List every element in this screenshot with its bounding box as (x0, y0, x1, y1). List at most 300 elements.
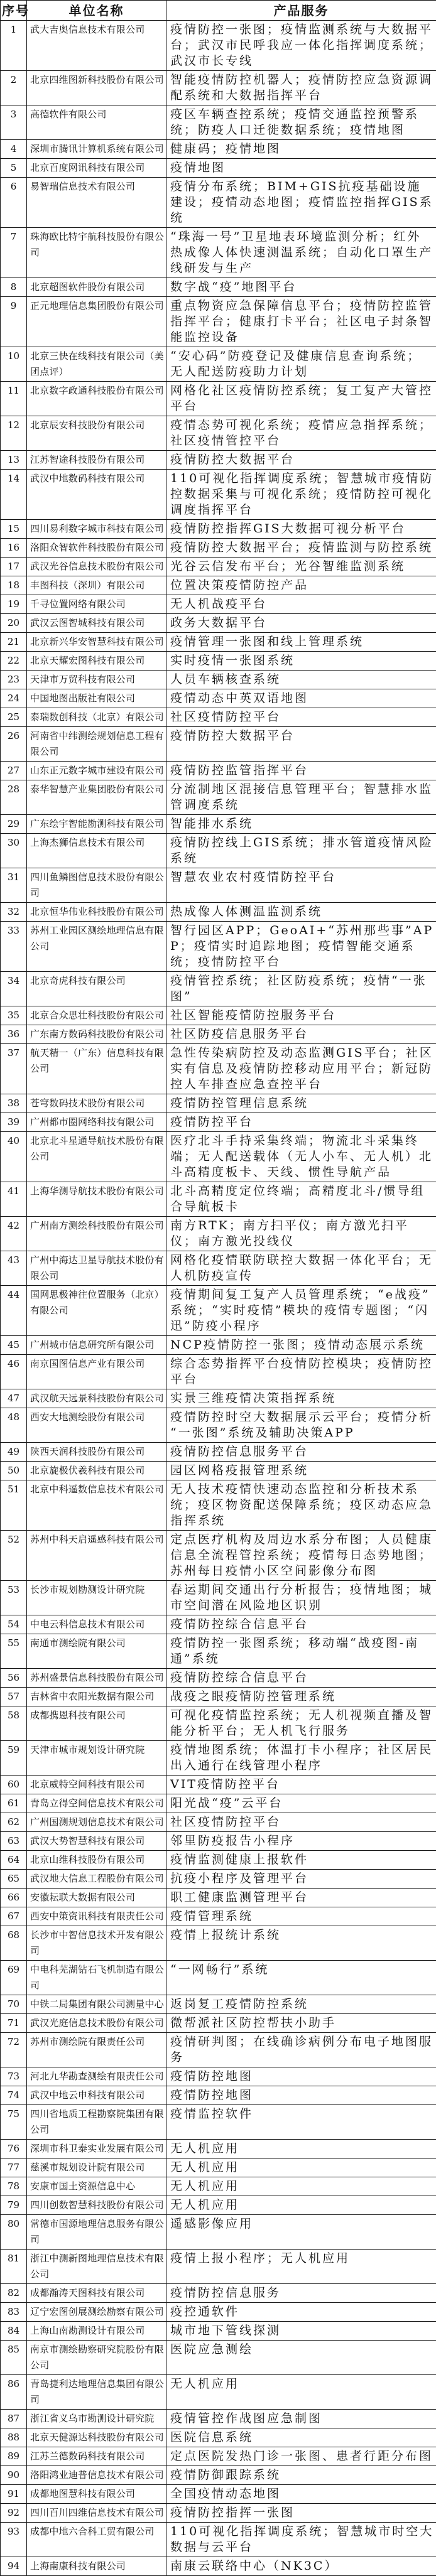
product-services: 疫情动态中英双语地图 (166, 689, 436, 708)
product-services: 疫情监控软件 (166, 2105, 436, 2140)
row-number: 14 (1, 470, 27, 520)
row-number: 27 (1, 762, 27, 780)
row-number: 8 (1, 278, 27, 297)
company-name: 珠海欧比特宇航科技股份有限公司 (27, 228, 166, 278)
table-row (1, 2523, 436, 2557)
row-number: 52 (1, 1531, 27, 1581)
company-name: 武大吉奥信息技术有限公司 (27, 21, 166, 71)
company-name: 上海华测导航技术股份有限公司 (27, 1182, 166, 1217)
table-row (1, 1443, 436, 1462)
company-name: 河南省中纬测绘规划信息工程有限公司 (27, 727, 166, 762)
product-services: 疫控通软件 (166, 2303, 436, 2322)
table-row (1, 652, 436, 671)
company-name: 泰瑞数创科技（北京）有限公司 (27, 708, 166, 727)
product-services: 南康云联络中心（NK3C） (166, 2557, 436, 2576)
company-name: 上海山南勘测设计有限公司 (27, 2322, 166, 2341)
row-number: 6 (1, 178, 27, 228)
company-name: 武汉光庭信息技术股份有限公司 (27, 2014, 166, 2033)
row-number: 69 (1, 1961, 27, 1995)
product-services: 全国疫情动态地图 (166, 2485, 436, 2504)
company-name: 北京数字政通科技股份有限公司 (27, 382, 166, 416)
row-number: 2 (1, 71, 27, 105)
table-row (1, 2410, 436, 2428)
product-services: 健康码；疫情地图 (166, 140, 436, 159)
product-services: 职工健康监测管理平台 (166, 1889, 436, 1907)
product-services: 城市地下管线探测 (166, 2322, 436, 2341)
table-row (1, 633, 436, 652)
table-row (1, 868, 436, 903)
product-services: 定点医院发热门诊一张图、患者行距分布图 (166, 2447, 436, 2466)
row-number: 4 (1, 140, 27, 159)
company-name: 中电云科信息技术有限公司 (27, 1615, 166, 1634)
product-services: 110可视化指挥调度系统；智慧城市时空大数据与云平台 (166, 2523, 436, 2557)
company-name: 北京奇虎科技有限公司 (27, 972, 166, 1006)
product-services: 疫情防控综合信息平台 (166, 1615, 436, 1634)
table-row (1, 1961, 436, 1995)
product-services: 阳光战“疫”云平台 (166, 1794, 436, 1813)
product-services: 医疗北斗手持采集终端；物流北斗采集终端；无人配送载体（无人小车、无人机）北斗高精度板卡、天线、惯性导航产品 (166, 1132, 436, 1182)
product-services: 数字战“疫”地图平台 (166, 278, 436, 297)
table-row (1, 1688, 436, 1706)
product-services: 疫情研判图；在线确诊病例分布电子地图服务 (166, 2033, 436, 2067)
product-services: 位置决策疫情防控产品 (166, 576, 436, 595)
row-number: 12 (1, 416, 27, 451)
company-name: 长沙市中智信息技术开发有限公司 (27, 1926, 166, 1961)
company-name: 西安中策资讯科技有限责任公司 (27, 1907, 166, 1926)
table-row (1, 2485, 436, 2504)
row-number: 16 (1, 539, 27, 558)
row-number: 50 (1, 1462, 27, 1480)
product-services: 疫情地图 (166, 159, 436, 178)
company-name: 天津市万贸科技有限公司 (27, 671, 166, 689)
row-number: 37 (1, 1044, 27, 1094)
row-number: 68 (1, 1926, 27, 1961)
row-number: 7 (1, 228, 27, 278)
company-name: 易智瑞信息技术有限公司 (27, 178, 166, 228)
table-row (1, 1094, 436, 1113)
product-services: 无人机应用 (166, 2375, 436, 2410)
company-name: 四川易利数字城市科技有限公司 (27, 520, 166, 539)
row-number: 65 (1, 1870, 27, 1889)
row-number: 83 (1, 2303, 27, 2322)
company-name: 陕西天润科技股份有限公司 (27, 1443, 166, 1462)
company-name: 江苏智途科技股份有限公司 (27, 451, 166, 470)
table-row (1, 1025, 436, 1044)
company-name: 长沙市规划勘测设计研究院 (27, 1581, 166, 1615)
product-services: 疫情监测健康上报软件 (166, 1851, 436, 1870)
table-row (1, 71, 436, 105)
row-number: 41 (1, 1182, 27, 1217)
company-name: 北京辰安科技股份有限公司 (27, 416, 166, 451)
product-services: 110可视化指挥调度系统；智慧城市疫情防控数据采集与可视化系统；疫情防控可视化调度指挥平台 (166, 470, 436, 520)
product-services: 疫情防控时空大数据展示云平台；疫情分析“一张图”系统及辅助决策APP (166, 1408, 436, 1443)
company-name: 辽宁宏图创展测绘勘察有限公司 (27, 2303, 166, 2322)
company-name: 北京合众思壮科技股份有限公司 (27, 1006, 166, 1025)
product-services: 遥感影像应用 (166, 2215, 436, 2250)
row-number: 91 (1, 2485, 27, 2504)
company-name: 北京新兴华安智慧科技有限公司 (27, 633, 166, 652)
table-row (1, 21, 436, 71)
table-body (1, 21, 436, 2576)
product-services: 智能排水系统 (166, 815, 436, 834)
product-services: 园区网格疫报管理系统 (166, 1462, 436, 1480)
company-name: 中国地图出版社有限公司 (27, 689, 166, 708)
product-services: 疫情防控平台 (166, 1113, 436, 1132)
company-name: 吉林省中农阳光数据有限公司 (27, 1688, 166, 1706)
table-row (1, 278, 436, 297)
table-row (1, 2341, 436, 2375)
table-row (1, 1813, 436, 1832)
row-number: 25 (1, 708, 27, 727)
table-row (1, 2105, 436, 2140)
row-number: 38 (1, 1094, 27, 1113)
company-name: 山东正元数字城市建设有限公司 (27, 762, 166, 780)
product-services: 无人机应用 (166, 2158, 436, 2177)
product-services: 疫情管控系统；社区防疫系统；疫情“一张图” (166, 972, 436, 1006)
product-services: 光谷云信发布平台；光谷智维监测系统 (166, 558, 436, 576)
product-services: 重点物资应急保障信息平台；疫情防控监管指挥平台；健康打卡平台；社区电子封条智能监控设备 (166, 297, 436, 347)
product-services: 邻里防疫报告小程序 (166, 1832, 436, 1851)
row-number: 80 (1, 2215, 27, 2250)
row-number: 44 (1, 1286, 27, 1336)
table-row (1, 2086, 436, 2105)
table-row (1, 614, 436, 633)
row-number: 22 (1, 652, 27, 671)
table-row (1, 451, 436, 470)
company-name: 北京百度网讯科技有限公司 (27, 159, 166, 178)
row-number: 61 (1, 1794, 27, 1813)
company-name: 安徽耘联大数据有限公司 (27, 1889, 166, 1907)
company-name: 南京市测绘勘察研究院股份有限公司 (27, 2341, 166, 2375)
row-number: 39 (1, 1113, 27, 1132)
company-name: 北京威特空间科技有限公司 (27, 1776, 166, 1794)
company-name: 苏州中科天启遥感科技有限公司 (27, 1531, 166, 1581)
table-row (1, 228, 436, 278)
row-number: 36 (1, 1025, 27, 1044)
table-row (1, 1480, 436, 1531)
row-number: 21 (1, 633, 27, 652)
company-name: 北京天健源达科技股份有限公司 (27, 2428, 166, 2447)
company-name: 浙江中测新图地理信息技术有限公司 (27, 2250, 166, 2284)
product-services: 社区防疫信息服务平台 (166, 1025, 436, 1044)
row-number: 92 (1, 2504, 27, 2523)
col-header-products: 产品服务 (166, 1, 436, 21)
table-row (1, 1907, 436, 1926)
product-services: 疫情防御跟踪系统 (166, 2466, 436, 2485)
company-name: 苏州工业园区测绘地理信息有限公司 (27, 922, 166, 972)
header-row (1, 1, 436, 21)
table-row (1, 780, 436, 815)
row-number: 10 (1, 347, 27, 382)
col-header-company: 单位名称 (27, 1, 166, 21)
product-services: VIT疫情防控平台 (166, 1776, 436, 1794)
company-name: 四川百川四维信息技术有限公司 (27, 2504, 166, 2523)
row-number: 55 (1, 1634, 27, 1669)
row-number: 34 (1, 972, 27, 1006)
product-services: 定点医疗机构及周边水系分布图；人员健康信息全流程管控系统；疫情每日态势地图；苏州每日疫情小区空间影像分布图 (166, 1531, 436, 1581)
company-name: 中电科芜湖钻石飞机制造有限公司 (27, 1961, 166, 1995)
row-number: 40 (1, 1132, 27, 1182)
table-row (1, 2557, 436, 2576)
product-services: 疫情防控大数据平台 (166, 727, 436, 762)
table-row (1, 595, 436, 614)
table-row (1, 2375, 436, 2410)
row-number: 26 (1, 727, 27, 762)
table-row (1, 2033, 436, 2067)
row-number: 64 (1, 1851, 27, 1870)
table-row (1, 1251, 436, 1286)
company-name: 四川鱼鳞图信息技术股份有限公司 (27, 868, 166, 903)
product-services: 智行园区APP；GeoAI+“苏州那些事”APP；疫情实时追踪地图；疫情智能交通系统；疫情防控平台 (166, 922, 436, 972)
company-name: 河北九华勘查测绘有限责任公司 (27, 2067, 166, 2086)
row-number: 9 (1, 297, 27, 347)
table-row (1, 2250, 436, 2284)
table-row (1, 1132, 436, 1182)
company-name: 千寻位置网络有限公司 (27, 595, 166, 614)
company-name: 苏州市测绘院有限责任公司 (27, 2033, 166, 2067)
row-number: 17 (1, 558, 27, 576)
product-services: 返岗复工疫情防控系统 (166, 1995, 436, 2014)
table-row (1, 2158, 436, 2177)
company-name: 苍穹数码技术股份有限公司 (27, 1094, 166, 1113)
table-row (1, 159, 436, 178)
product-services: 疫情地图系统；体温打卡小程序；社区居民出入通行在线管理小程序 (166, 1741, 436, 1776)
row-number: 62 (1, 1813, 27, 1832)
company-name: 武汉云图智城科技有限公司 (27, 614, 166, 633)
company-name: 武汉大势智慧科技有限公司 (27, 1832, 166, 1851)
table-row (1, 2504, 436, 2523)
product-services: 南方RTK；南方扫平仪；南方激光扫平仪；南方激光投线仪 (166, 1217, 436, 1251)
table-row (1, 1995, 436, 2014)
company-name: 南通市测绘院有限公司 (27, 1634, 166, 1669)
company-name: 广州南方测绘科技股份有限公司 (27, 1217, 166, 1251)
row-number: 63 (1, 1832, 27, 1851)
company-name: 武汉中地数码科技有限公司 (27, 470, 166, 520)
table-row (1, 1286, 436, 1336)
company-name: 北京山维科技股份有限公司 (27, 1851, 166, 1870)
company-name: 武汉中地云申科技有限公司 (27, 2086, 166, 2105)
table-row (1, 1113, 436, 1132)
product-services: “珠海一号”卫星地表环境监测分析；红外热成像人体快速测温系统；自动化口罩生产线研发与生产 (166, 228, 436, 278)
row-number: 32 (1, 903, 27, 922)
product-services: 疫情防控地图 (166, 2086, 436, 2105)
table-row (1, 1006, 436, 1025)
table-row (1, 1741, 436, 1776)
product-services: 微帮派社区防控帮扶小助手 (166, 2014, 436, 2033)
table-row (1, 1355, 436, 1389)
table-row (1, 1182, 436, 1217)
company-name: 国网思极神往位置服务（北京）有限公司 (27, 1286, 166, 1336)
product-services: 疫情管理系统 (166, 1907, 436, 1926)
table-row (1, 903, 436, 922)
row-number: 67 (1, 1907, 27, 1926)
company-name: 丰图科技（深圳）有限公司 (27, 576, 166, 595)
table-row (1, 576, 436, 595)
product-services: 医院应急测绘 (166, 2341, 436, 2375)
company-name: 正元地理信息集团股份有限公司 (27, 297, 166, 347)
table-row (1, 1794, 436, 1813)
product-services: 实景三维疫情决策指挥系统 (166, 1389, 436, 1408)
product-services: 疫情管控作战图应急制图 (166, 2410, 436, 2428)
table-row (1, 2140, 436, 2158)
product-services: 人员车辆核查系统 (166, 671, 436, 689)
product-services: 疫情防控大数据平台；疫情监测与防控系统 (166, 539, 436, 558)
product-services: 热成像人体测温监测系统 (166, 903, 436, 922)
company-name: 安康市国土资源信息中心 (27, 2177, 166, 2196)
row-number: 79 (1, 2196, 27, 2215)
product-services: 疫情防控指挥GIS大数据可视分析平台 (166, 520, 436, 539)
product-services: 疫情管理一张图和线上管理系统 (166, 633, 436, 652)
row-number: 82 (1, 2284, 27, 2303)
table-row (1, 520, 436, 539)
row-number: 77 (1, 2158, 27, 2177)
row-number: 18 (1, 576, 27, 595)
table-row (1, 2428, 436, 2447)
product-services: 疫情防控综合信息平台 (166, 1669, 436, 1688)
row-number: 29 (1, 815, 27, 834)
table-row (1, 2322, 436, 2341)
table-row (1, 539, 436, 558)
product-services: 社区疫情防控平台 (166, 1813, 436, 1832)
product-services: 急性传染病防控及动态监测GIS平台；社区实有信息及疫情防控移动应用平台；新冠防控人车排查应急查控平台 (166, 1044, 436, 1094)
company-name: 北京超图软件股份有限公司 (27, 278, 166, 297)
product-services: 疫情防控指挥一张图 (166, 2504, 436, 2523)
row-number: 49 (1, 1443, 27, 1462)
row-number: 23 (1, 671, 27, 689)
row-number: 57 (1, 1688, 27, 1706)
table-header (1, 1, 436, 21)
table-row (1, 1832, 436, 1851)
company-name: 广州中海达卫星导航技术股份有限公司 (27, 1251, 166, 1286)
product-services: 疫情防控线上GIS系统；排水管道疫情风险系统 (166, 834, 436, 868)
table-row (1, 558, 436, 576)
table-row (1, 1531, 436, 1581)
product-services: 疫情防控地图 (166, 2067, 436, 2086)
company-name: 北京北斗星通导航技术股份有限公司 (27, 1132, 166, 1182)
table-row (1, 2284, 436, 2303)
company-name: 上海南康科技有限公司 (27, 2557, 166, 2576)
company-name: 北京中科遥数信息技术有限公司 (27, 1480, 166, 1531)
row-number: 33 (1, 922, 27, 972)
table-row (1, 2215, 436, 2250)
row-number: 94 (1, 2557, 27, 2576)
company-name: 四川创数智慧科技股份有限公司 (27, 2196, 166, 2215)
company-name: 成都瀚涛天图科技有限公司 (27, 2284, 166, 2303)
product-services: 北斗高精度定位终端；高精度北斗/惯导组合导航板卡 (166, 1182, 436, 1217)
product-services: 无人机战疫平台 (166, 595, 436, 614)
table-row (1, 2196, 436, 2215)
product-services: 疫情防控大数据平台 (166, 451, 436, 470)
table-row (1, 1044, 436, 1094)
company-name: 北京四维图新科技股份有限公司 (27, 71, 166, 105)
row-number: 3 (1, 105, 27, 140)
product-services: 战疫之眼疫情防控管理系统 (166, 1688, 436, 1706)
product-services: 疫区车辆查控系统；疫情交通监控预警系统；防疫人口迁徙数据系统；疫情地图 (166, 105, 436, 140)
company-name: 北京旋极伏羲科技有限公司 (27, 1462, 166, 1480)
company-name: 高德软件有限公司 (27, 105, 166, 140)
table-row (1, 382, 436, 416)
company-name: 天津市城市规划设计研究院 (27, 1741, 166, 1776)
table-row (1, 689, 436, 708)
company-name: 广州国测规划信息技术有限公司 (27, 1813, 166, 1832)
row-number: 56 (1, 1669, 27, 1688)
product-services: 疫情防控一张图；疫情监测系统与大数据平台；武汉市民呼我应一体化指挥调度系统；武汉市长专线 (166, 21, 436, 71)
row-number: 74 (1, 2086, 27, 2105)
company-name: 北京天耀宏图科技有限公司 (27, 652, 166, 671)
row-number: 5 (1, 159, 27, 178)
company-name: 浙江省义乌市勘测设计研究院 (27, 2410, 166, 2428)
table-row (1, 1870, 436, 1889)
product-services: 网格化社区疫情防控系统；复工复产大管控平台 (166, 382, 436, 416)
row-number: 86 (1, 2375, 27, 2410)
product-services: “一网畅行”系统 (166, 1961, 436, 1995)
product-services: 无人机应用 (166, 2196, 436, 2215)
row-number: 46 (1, 1355, 27, 1389)
company-name: 广东绘宇智能勘测科技有限公司 (27, 815, 166, 834)
row-number: 54 (1, 1615, 27, 1634)
company-name: 南京国图信息产业有限公司 (27, 1355, 166, 1389)
table-row (1, 834, 436, 868)
row-number: 78 (1, 2177, 27, 2196)
company-name: 洛阳鸿业迪普信息技术有限公司 (27, 2466, 166, 2485)
table-row (1, 1615, 436, 1634)
company-name: 航天精一（广东）信息科技有限公司 (27, 1044, 166, 1094)
table-row (1, 178, 436, 228)
row-number: 47 (1, 1389, 27, 1408)
row-number: 60 (1, 1776, 27, 1794)
table-row (1, 708, 436, 727)
table-row (1, 1634, 436, 1669)
table-row (1, 2303, 436, 2322)
table-row (1, 1776, 436, 1794)
table-row (1, 2067, 436, 2086)
company-name: 青岛立得空间信息技术有限公司 (27, 1794, 166, 1813)
row-number: 13 (1, 451, 27, 470)
row-number: 70 (1, 1995, 27, 2014)
table-row (1, 1926, 436, 1961)
company-name: 武汉航天远景科技股份有限公司 (27, 1389, 166, 1408)
company-name: 洛阳众智软件科技股份有限公司 (27, 539, 166, 558)
product-services: 实时疫情一张图系统 (166, 652, 436, 671)
company-name: 成都中地六合科工贸有限公司 (27, 2523, 166, 2557)
table-row (1, 416, 436, 451)
row-number: 90 (1, 2466, 27, 2485)
product-services: 疫情防控管理信息系统 (166, 1094, 436, 1113)
row-number: 53 (1, 1581, 27, 1615)
table-row (1, 1889, 436, 1907)
product-services: “安心码”防疫登记及健康信息查询系统；无人配送防疫助力计划 (166, 347, 436, 382)
product-services: 疫情防控信息服务 (166, 2284, 436, 2303)
company-name: 慈溪市规划设计院有限公司 (27, 2158, 166, 2177)
row-number: 19 (1, 595, 27, 614)
row-number: 28 (1, 780, 27, 815)
table-row (1, 922, 436, 972)
company-name: 北京恒华伟业科技股份有限公司 (27, 903, 166, 922)
table-row (1, 140, 436, 159)
table-row (1, 2177, 436, 2196)
row-number: 88 (1, 2428, 27, 2447)
row-number: 73 (1, 2067, 27, 2086)
product-services: 无人机应用 (166, 2140, 436, 2158)
company-name: 西安大地测绘股份有限公司 (27, 1408, 166, 1443)
table-row (1, 1706, 436, 1741)
table-row (1, 671, 436, 689)
row-number: 87 (1, 2410, 27, 2428)
product-services: 智慧农业农村疫情防控平台 (166, 868, 436, 903)
product-services: 疫情防控监管指挥平台 (166, 762, 436, 780)
product-services: 综合态势指挥平台疫情防控模块；疫情防控平台 (166, 1355, 436, 1389)
row-number: 93 (1, 2523, 27, 2557)
